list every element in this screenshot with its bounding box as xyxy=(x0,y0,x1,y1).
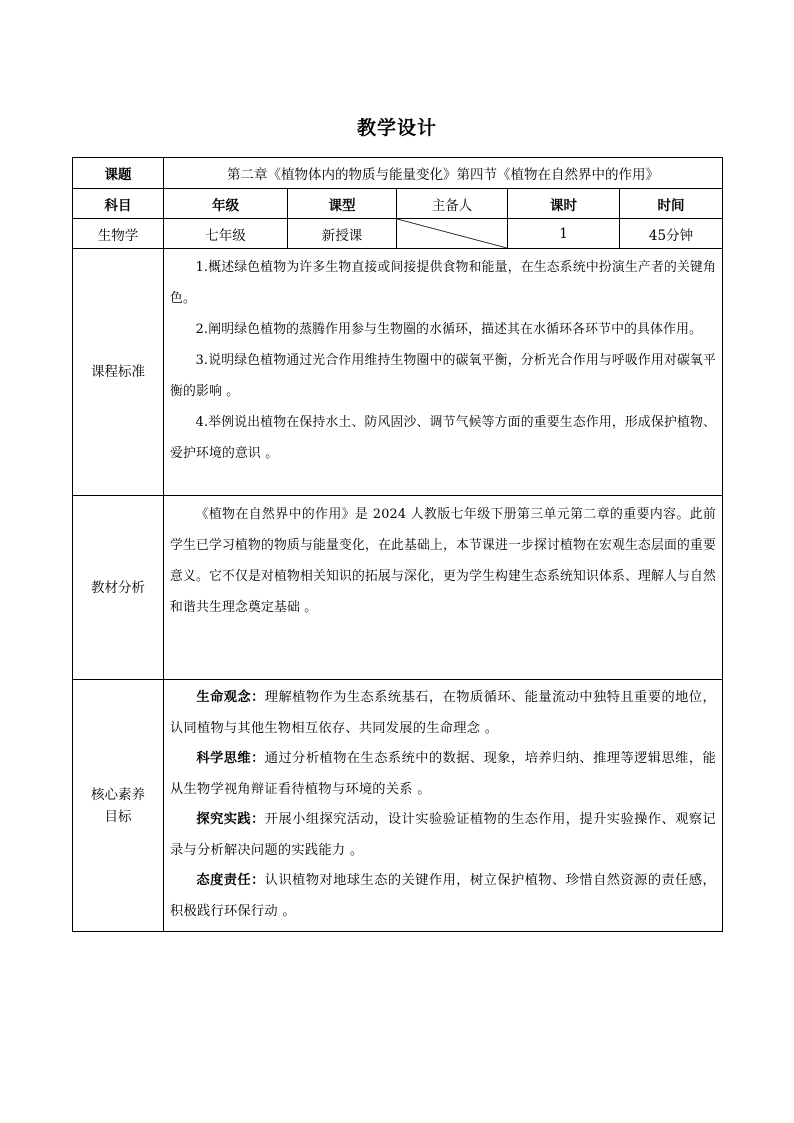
curriculum-item: 2.阐明绿色植物的蒸腾作用参与生物圈的水循环，描述其在水循环各环节中的具体作用。 xyxy=(195,322,703,337)
diagonal-line xyxy=(397,219,507,248)
info-header-row xyxy=(73,189,723,219)
periods-header: 课时 xyxy=(508,189,620,219)
core-item-text: 通过分析植物在生态系统中的数据、现象，培养归纳、推理等逻辑思维，能从生物学视角辩证看待植物与环境的关系 。 xyxy=(170,751,717,797)
preparer-value-empty xyxy=(397,219,508,249)
core-item xyxy=(170,866,716,927)
core-item-lead: 态度责任： xyxy=(196,873,265,888)
core-label-line1: 核心素养 xyxy=(91,786,145,803)
curriculum-content xyxy=(164,249,723,496)
grade-value: 七年级 xyxy=(164,219,288,249)
document-title: 教学设计 xyxy=(356,117,437,139)
duration-header: 时间 xyxy=(620,189,723,219)
curriculum-label: 课程标准 xyxy=(73,249,164,496)
core-item-text: 开展小组探究活动，设计实验验证植物的生态作用，提升实验操作、观察记录与分析解决问题的实践能力 。 xyxy=(170,812,717,858)
periods-value: 1 xyxy=(508,219,620,249)
lesson-design-table xyxy=(72,157,723,932)
textbook-label: 教材分析 xyxy=(73,496,164,680)
lesson-type-value: 新授课 xyxy=(288,219,397,249)
lesson-label: 课题 xyxy=(73,158,164,189)
lesson-row xyxy=(73,158,723,189)
curriculum-item: 1.概述绿色植物为许多生物直接或间接提供食物和能量，在生态系统中扮演生产者的关键角色。 xyxy=(170,260,717,306)
core-item-text: 认识植物对地球生态的关键作用，树立保护植物、珍惜自然资源的责任感，积极践行环保行动 。 xyxy=(170,873,717,919)
core-competency-row xyxy=(73,680,723,932)
lesson-value: 第二章《植物体内的物质与能量变化》第四节《植物在自然界中的作用》 xyxy=(164,158,723,189)
core-item xyxy=(170,805,716,866)
lesson-type-header: 课型 xyxy=(288,189,397,219)
textbook-content xyxy=(164,496,723,680)
core-item xyxy=(170,744,716,805)
textbook-row xyxy=(73,496,723,680)
subject-value: 生物学 xyxy=(73,219,164,249)
duration-value: 45分钟 xyxy=(620,219,723,249)
grade-header: 年级 xyxy=(164,189,288,219)
preparer-header: 主备人 xyxy=(397,189,508,219)
curriculum-row xyxy=(73,249,723,496)
core-competency-label xyxy=(73,680,164,932)
core-label-line2: 目标 xyxy=(104,808,132,825)
curriculum-item: 4.举例说出植物在保持水土、防风固沙、调节气候等方面的重要生态作用，形成保护植物、爱护环境的意识 。 xyxy=(170,415,717,461)
core-competency-content xyxy=(164,680,723,932)
core-item xyxy=(170,683,716,744)
core-item-lead: 探究实践： xyxy=(196,812,265,827)
info-value-row xyxy=(73,219,723,249)
core-item-lead: 生命观念： xyxy=(196,690,265,705)
textbook-paragraph: 《植物在自然界中的作用》是 2024 人教版七年级下册第三单元第二章的重要内容。此前学生已学习植物的物质与能量变化，在此基础上，本节课进一步探讨植物在宏观生态层面的重要意义。它不仅是对植物相关知识的拓展与深化，更为学生构建生态系统知识体系、理解人与自然和谐共生理念奠定基础 。 xyxy=(170,507,717,615)
subject-header: 科目 xyxy=(73,189,164,219)
core-item-text: 理解植物作为生态系统基石，在物质循环、能量流动中独特且重要的地位，认同植物与其他生物相互依存、共同发展的生命理念 。 xyxy=(170,690,717,736)
curriculum-item: 3.说明绿色植物通过光合作用维持生物圈中的碳氧平衡，分析光合作用与呼吸作用对碳氧平衡的影响 。 xyxy=(170,353,717,399)
core-item-lead: 科学思维： xyxy=(196,751,265,766)
